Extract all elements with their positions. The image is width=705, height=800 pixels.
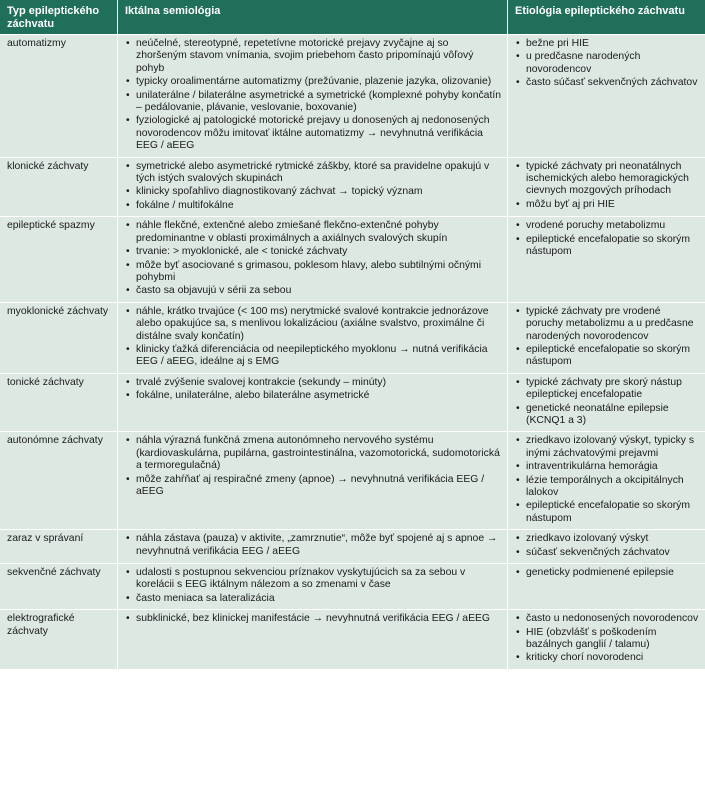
etiology-item: • epileptické encefalopatie so skorým nástupom — [515, 234, 699, 259]
semiology-item: • náhle flekčné, extenčné alebo zmiešané flekčno-extenčné pohyby predominantne v oblasti proximálnych a axiálnych svalových skupín — [125, 220, 501, 245]
etiology-cell — [508, 303, 705, 373]
etiology-item: • genetické neonatálne epilepsie (KCNQ1 a 3) — [515, 403, 699, 428]
header-etiology: Etiológia epileptického záchvatu — [515, 5, 685, 17]
etiology-item: • epileptické encefalopatie so skorým nástupom — [515, 500, 699, 525]
seizure-type-cell: klonické záchvaty — [0, 158, 118, 217]
table-row — [0, 158, 705, 218]
seizure-type-cell: zaraz v správaní — [0, 530, 118, 563]
etiology-item: • HIE (obzvlášť s poškodením bazálnych ganglií / talamu) — [515, 627, 699, 652]
semiology-item: • typicky oroalimentárne automatizmy (prežúvanie, plazenie jazyka, olizovanie) — [125, 76, 501, 88]
semiology-cell — [118, 610, 508, 669]
semiology-cell — [118, 432, 508, 529]
etiology-cell — [508, 158, 705, 217]
seizure-type-cell: sekvenčné záchvaty — [0, 564, 118, 609]
semiology-item: • trvanie: > myoklonické, ale < tonické záchvaty — [125, 246, 501, 258]
semiology-cell — [118, 374, 508, 432]
seizure-type-cell: epileptické spazmy — [0, 217, 118, 301]
table-row — [0, 35, 705, 158]
table-row — [0, 432, 705, 530]
semiology-cell — [118, 303, 508, 373]
etiology-cell — [508, 564, 705, 609]
seizure-type-cell: automatizmy — [0, 35, 118, 157]
semiology-item: • často meniaca sa lateralizácia — [125, 593, 501, 605]
table-row — [0, 530, 705, 564]
etiology-item: • lézie temporálnych a okcipitálnych lalokov — [515, 475, 699, 500]
etiology-item: • bežne pri HIE — [515, 38, 699, 50]
etiology-item: • typické záchvaty pri neonatálnych ischemických alebo hemoragických cievnych mozgových príhodach — [515, 161, 699, 198]
semiology-item: • náhla výrazná funkčná zmena autonómneho nervového systému (kardiovaskulárna, pupilárna, gastrointestinálna, vazomotorická, sudomotorická a termoregulačná) — [125, 435, 501, 472]
etiology-item: • zriedkavo izolovaný výskyt, typicky s inými záchvatovými prejavmi — [515, 435, 699, 460]
etiology-cell — [508, 374, 705, 432]
semiology-item: • klinicky ťažká diferenciácia od neepileptického myoklonu → nutná verifikácia EEG / aEEG, ideálne aj s EMG — [125, 344, 501, 369]
etiology-cell — [508, 610, 705, 669]
semiology-item: • subklinické, bez klinickej manifestácie → nevyhnutná verifikácia EEG / aEEG — [125, 613, 501, 625]
header-type: Typ epileptického záchvatu — [0, 0, 118, 34]
etiology-item: • často súčasť sekvenčných záchvatov — [515, 77, 699, 89]
etiology-item: • typické záchvaty pre skorý nástup epileptickej encefalopatie — [515, 377, 699, 402]
semiology-item: • fokálne, unilaterálne, alebo bilaterálne asymetrické — [125, 390, 501, 402]
semiology-item: • náhle, krátko trvajúce (< 100 ms) nerytmické svalové kontrakcie jednorázove alebo opakujúce sa, s menlivou lokalizáciou (axiálne svalstvo, proximálne či distálne svaly končatín) — [125, 306, 501, 343]
semiology-item: • fyziologické aj patologické motorické prejavy u donosených aj nedonosených novorodencov môžu imitovať iktálne automatizmy → nevyhnutná verifikácia EEG / aEEG — [125, 115, 501, 152]
etiology-item: • vrodené poruchy metabolizmu — [515, 220, 699, 232]
semiology-item: • symetrické alebo asymetrické rytmické záškby, ktoré sa pravidelne opakujú v tých istých svalových skupinách — [125, 161, 501, 186]
semiology-cell — [118, 158, 508, 217]
table-row — [0, 303, 705, 374]
semiology-cell — [118, 530, 508, 563]
table-row — [0, 374, 705, 433]
seizure-type-cell: autonómne záchvaty — [0, 432, 118, 529]
semiology-item: • udalosti s postupnou sekvenciou príznakov vyskytujúcich sa za sebou v korelácii s EEG iktálnym nálezom a so zmenami v čase — [125, 567, 501, 592]
semiology-item: • klinicky spoľahlivo diagnostikovaný záchvat → topický význam — [125, 186, 501, 198]
etiology-item: • typické záchvaty pre vrodené poruchy metabolizmu a u predčasne narodených novorodencov — [515, 306, 699, 343]
etiology-item: • geneticky podmienené epilepsie — [515, 567, 699, 579]
seizure-type-cell: elektrografické záchvaty — [0, 610, 118, 669]
semiology-cell — [118, 564, 508, 609]
table-row — [0, 217, 705, 302]
etiology-item: • u predčasne narodených novorodencov — [515, 51, 699, 76]
semiology-item: • často sa objavujú v sérii za sebou — [125, 285, 501, 297]
etiology-cell — [508, 432, 705, 529]
semiology-item: • neúčelné, stereotypné, repetetívne motorické prejavy zvyčajne aj so zhoršeným stavom vnímania, svojim priebehom často pripomínajú vôľový pohyb — [125, 38, 501, 75]
etiology-cell — [508, 530, 705, 563]
etiology-item: • súčasť sekvenčných záchvatov — [515, 547, 699, 559]
semiology-item: • unilaterálne / bilaterálne asymetrické a symetrické (komplexné pohyby končatín – pedálovanie, plávanie, veslovanie, boxovanie) — [125, 90, 501, 115]
etiology-cell — [508, 35, 705, 157]
etiology-cell — [508, 217, 705, 301]
etiology-item: • intraventrikulárna hemorágia — [515, 461, 699, 473]
semiology-cell — [118, 35, 508, 157]
table-row — [0, 564, 705, 610]
semiology-cell — [118, 217, 508, 301]
semiology-item: • môže zahŕňať aj respiračné zmeny (apnoe) → nevyhnutná verifikácia EEG / aEEG — [125, 474, 501, 499]
header-semiology: Iktálna semiológia — [118, 0, 508, 34]
seizure-type-cell: tonické záchvaty — [0, 374, 118, 432]
semiology-item: • trvalé zvýšenie svalovej kontrakcie (sekundy – minúty) — [125, 377, 501, 389]
etiology-item: • často u nedonosených novorodencov — [515, 613, 699, 625]
etiology-item: • zriedkavo izolovaný výskyt — [515, 533, 699, 545]
table-header-row — [0, 0, 705, 35]
etiology-item: • kriticky chorí novorodenci — [515, 652, 699, 664]
etiology-item: • epileptické encefalopatie so skorým nástupom — [515, 344, 699, 369]
etiology-item: • môžu byť aj pri HIE — [515, 199, 699, 211]
semiology-item: • môže byť asociované s grimasou, poklesom hlavy, alebo subtilnými očnými pohybmi — [125, 260, 501, 285]
table-body — [0, 35, 705, 670]
table-row — [0, 610, 705, 670]
semiology-item: • fokálne / multifokálne — [125, 200, 501, 212]
semiology-item: • náhla zástava (pauza) v aktivite, „zamrznutie“, môže byť spojené aj s apnoe → nevyhnutná verifikácia EEG / aEEG — [125, 533, 501, 558]
seizure-type-cell: myoklonické záchvaty — [0, 303, 118, 373]
